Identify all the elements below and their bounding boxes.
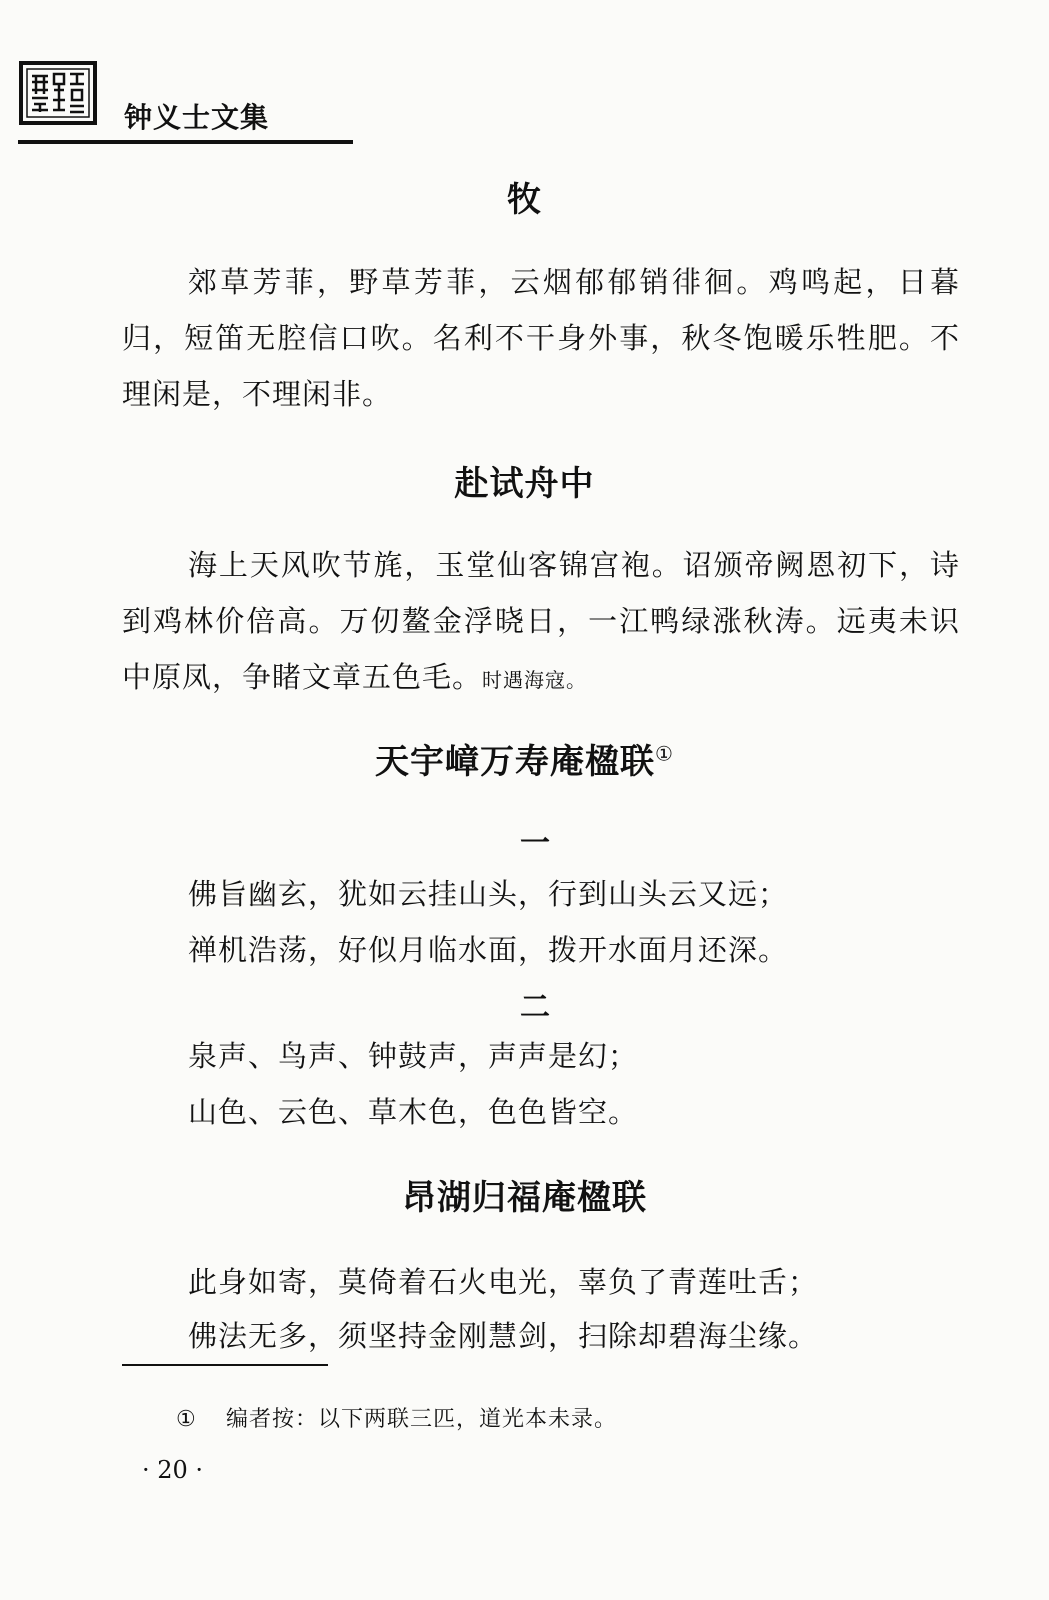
section-title-text: 天宇嶂万寿庵楹联: [375, 742, 656, 782]
couplet-line: 佛旨幽玄，犹如云挂山头，行到山头云又远；: [188, 877, 789, 911]
section-title: 昂湖归福庵楹联: [402, 1178, 647, 1218]
footnote-text: 编者按：以下两联三匹，道光本未录。: [226, 1407, 618, 1432]
couplet-line: 山色、云色、草木色，色色皆空。: [188, 1095, 639, 1129]
header-rule: [18, 140, 353, 144]
section-title: 牧: [507, 180, 542, 220]
book-title: 钟义士文集: [124, 101, 270, 134]
couplet-line: 此身如寄，莫倚着石火电光，辜负了青莲吐舌；: [188, 1265, 819, 1299]
couplet-line: 泉声、鸟声、钟鼓声，声声是幻；: [188, 1039, 639, 1073]
couplet-line: 佛法无多，须坚持金刚慧剑，扫除却碧海尘缘。: [188, 1319, 819, 1353]
paragraph-text: 海上天风吹节旄，玉堂仙客锦宫袍。诏颁帝阙恩初下，诗到鸡林价倍高。万仞鳌金浮晓日，一江鸭绿涨秋涛。远夷未识中原凤，争睹文章五色毛。: [122, 548, 960, 694]
section-paragraph: [122, 537, 960, 708]
couplet-number: 一: [520, 826, 550, 861]
footnote-mark: ①: [176, 1407, 197, 1432]
footnote-rule: [122, 1364, 328, 1366]
running-header: [18, 60, 353, 148]
inline-note: 时遇海寇。: [482, 668, 588, 692]
couplet-number: 二: [520, 990, 550, 1025]
section-paragraph: 郊草芳菲，野草芳菲，云烟郁郁销徘徊。鸡鸣起，日暮归，短笛无腔信口吹。名利不干身外事，秋冬饱暖乐牲肥。不理闲是，不理闲非。: [122, 265, 960, 411]
seal-stamp-icon: [18, 60, 98, 126]
footnote-reference: ①: [655, 741, 674, 766]
section-title: 赴试舟中: [454, 464, 595, 504]
section-title: [0, 734, 1049, 783]
page-number: · 20 ·: [142, 1456, 204, 1484]
couplet-line: 禅机浩荡，好似月临水面，拨开水面月还深。: [188, 933, 789, 967]
footnote: [176, 1402, 617, 1433]
